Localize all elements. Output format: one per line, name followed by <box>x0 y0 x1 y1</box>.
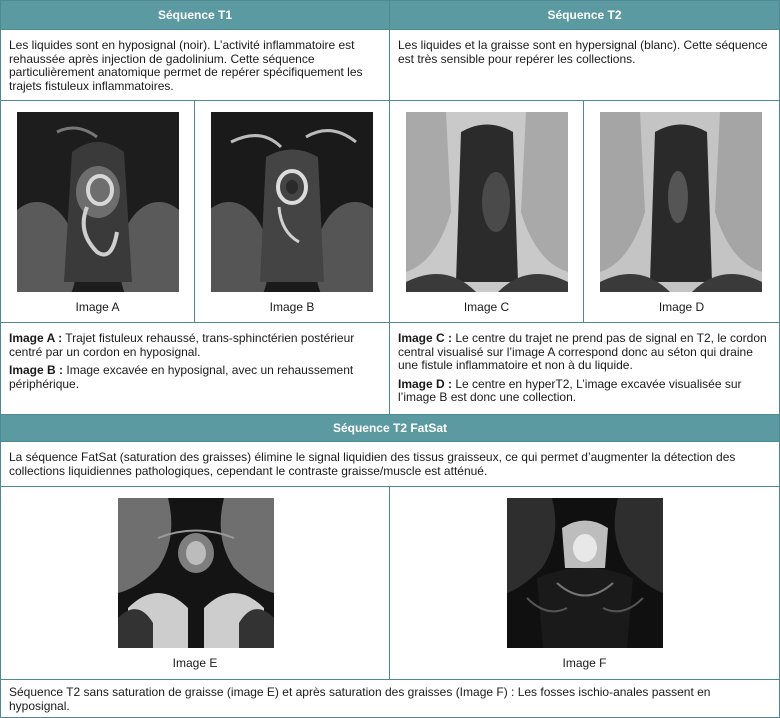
image-f-cell <box>390 487 779 679</box>
fatsat-description-row <box>1 442 779 486</box>
mri-image-b <box>211 112 373 292</box>
note-d-label: Image D : <box>398 376 453 391</box>
image-b-cell <box>195 101 390 322</box>
mri-image-d <box>600 112 762 292</box>
note-d-text: Le centre en hyperT2, L’image excavée visualisée sur l’image B est donc une collection. <box>398 376 742 404</box>
note-c <box>398 332 771 373</box>
note-d <box>398 378 771 405</box>
fatsat-footer: Séquence T2 sans saturation de graisse (image E) et après saturation des graisses (Image F) : Les fosses ischio-anales passent en hyposignal. <box>9 685 711 713</box>
header-row <box>1 1 779 29</box>
note-c-label: Image C : <box>398 331 453 345</box>
note-c-text: Le centre du trajet ne prend pas de signal en T2, le cordon central visualisé sur l’image A correspond donc au séton qui draine une fistule inflammatoire et non à du liquide. <box>398 331 767 372</box>
mri-image-f <box>507 498 663 648</box>
image-e-caption: Image E <box>172 656 218 670</box>
notes-row <box>1 323 779 414</box>
description-row <box>1 30 779 100</box>
image-d-caption: Image D <box>658 300 705 314</box>
t1-header: Séquence T1 <box>1 1 390 29</box>
image-a-caption: Image A <box>75 300 120 314</box>
note-a <box>9 332 381 359</box>
note-b-label: Image B : <box>9 363 64 377</box>
mri-image-e <box>118 498 274 648</box>
fatsat-description: La séquence FatSat (saturation des graisses) élimine le signal liquidien des tissus graisseux, ce qui permet d’augmenter la détection des collections liquidiennes pathologiques, cependant le contraste graisse/muscle est atténué. <box>9 450 736 478</box>
note-a-label: Image A : <box>9 331 63 345</box>
t1-notes <box>1 323 390 414</box>
image-row-abcd <box>1 101 779 322</box>
fatsat-header-row <box>1 415 779 441</box>
t2-description: Les liquides et la graisse sont en hypersignal (blanc). Cette séquence est très sensible pour repérer les collections. <box>398 38 768 66</box>
note-a-text: Trajet fistuleux rehaussé, trans-sphinctérien postérieur centré par un cordon en hyposignal. <box>9 331 355 359</box>
fatsat-header: Séquence T2 FatSat <box>1 415 779 441</box>
note-b <box>9 364 381 391</box>
image-e-cell <box>1 487 390 679</box>
image-f-caption: Image F <box>562 656 607 670</box>
image-c-caption: Image C <box>463 300 510 314</box>
mri-image-c <box>406 112 568 292</box>
image-d-cell <box>584 101 779 322</box>
mri-image-a <box>17 112 179 292</box>
note-b-text: Image excavée en hyposignal, avec un rehaussement périphérique. <box>9 363 354 391</box>
image-row-ef <box>1 487 779 679</box>
t1-description: Les liquides sont en hyposignal (noir). L’activité inflammatoire est rehaussée après injection de gadolinium. Cette séquence particulièrement anatomique permet de repérer spécifiquement les trajets fistuleux inflammatoires. <box>1 30 390 100</box>
t2-header: Séquence T2 <box>390 1 779 29</box>
image-c-cell <box>390 101 584 322</box>
image-a-cell <box>1 101 195 322</box>
t2-notes <box>390 323 779 414</box>
image-b-caption: Image B <box>269 300 315 314</box>
footer-row <box>1 680 779 717</box>
